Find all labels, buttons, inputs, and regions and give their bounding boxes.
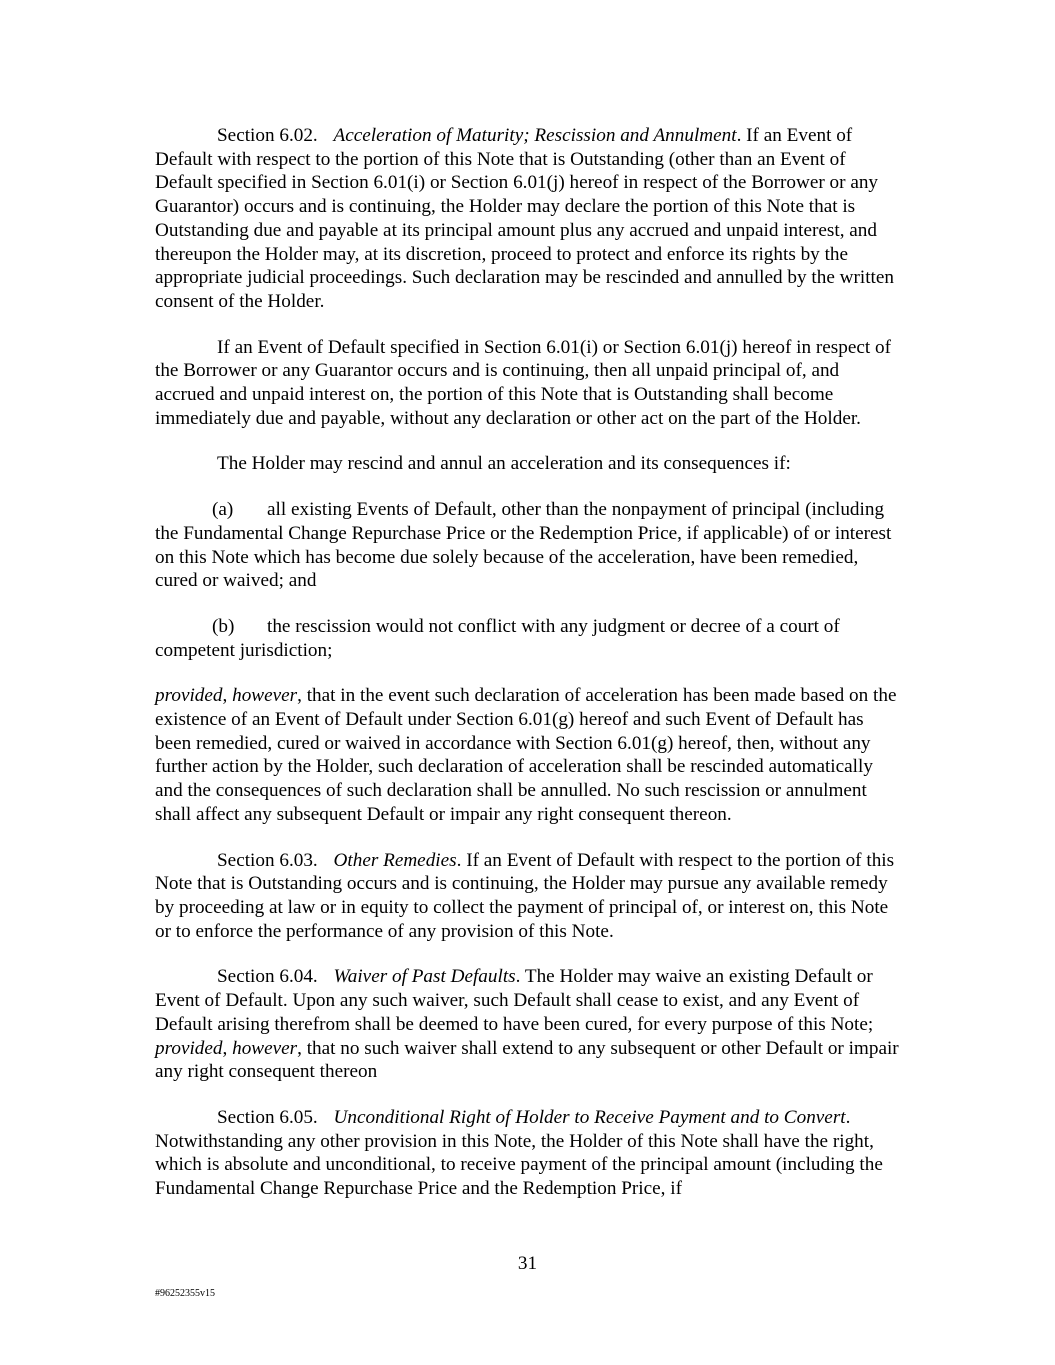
- proviso-paragraph: [155, 684, 901, 826]
- page-number: 31: [517, 1253, 538, 1274]
- proviso-text: , that in the event such declaration of acceleration has been made based on the existence of an Event of Default under Section 6.01(g) hereof and such Event of Default has been remedied, cured or waived in accordance with Section 6.01(g) hereof, then, without any further action by the Holder, such declaration of acceleration shall be rescinded automatically and the consequences of such declaration shall be annulled. No such rescission or annulment shall affect any subsequent Default or impair any right consequent thereon.: [155, 685, 897, 825]
- section-title: Other Remedies: [333, 849, 457, 871]
- list-item-text: all existing Events of Default, other than the nonpayment of principal (including the Fundamental Change Repurchase Price or the Redemption Price, if applicable) of or interest on this Note which has become due solely because of the acceleration, have been remedied, cured or waived; and: [155, 499, 892, 592]
- proviso-word-provided: provided: [155, 1037, 223, 1059]
- section-text-continued: , that no such waiver shall extend to any subsequent or other Default or impair any right consequent thereon: [155, 1037, 899, 1083]
- list-item: [155, 498, 901, 593]
- section-title: Waiver of Past Defaults: [333, 966, 516, 988]
- paragraph-automatic-acceleration: If an Event of Default specified in Section 6.01(i) or Section 6.01(j) hereof in respect of the Borrower or any Guarantor occurs and is continuing, then all unpaid principal of, and accrued and unpaid interest on, the portion of this Note that is Outstanding shall become immediately due and payable, without any declaration or other act on the part of the Holder.: [155, 336, 891, 429]
- section-title: Acceleration of Maturity; Rescission and Annulment: [333, 125, 737, 146]
- proviso-word-however: however: [232, 685, 298, 707]
- section-6-03: [155, 849, 901, 944]
- proviso-separator: ,: [222, 1037, 233, 1059]
- list-item-marker: (b): [212, 615, 235, 637]
- section-6-04: [155, 965, 901, 1084]
- list-item-marker: (a): [212, 499, 234, 521]
- section-text: . The Holder may waive an existing Default or Event of Default. Upon any such waiver, such Default shall cease to exist, and any Event of Default arising therefrom shall be deemed to have been cured, for every purpose of this Note;: [155, 966, 874, 1035]
- document-id: #96252355v15: [155, 1288, 215, 1299]
- section-6-02: [155, 124, 901, 314]
- section-number: Section 6.04.: [217, 966, 318, 988]
- section-title: Unconditional Right of Holder to Receive Payment and to Convert: [333, 1106, 846, 1128]
- paragraph-rescission-intro: The Holder may rescind and annul an acceleration and its consequences if:: [217, 453, 791, 475]
- section-text: . Notwithstanding any other provision in this Note, the Holder of this Note shall have the right, which is absolute and unconditional, to receive payment of the principal amount (including the Fundamental Change Repurchase Price and the Redemption Price, if: [155, 1106, 883, 1200]
- section-number: Section 6.03.: [217, 849, 318, 871]
- document-body: [155, 124, 901, 1223]
- proviso-word-however: however: [232, 1037, 298, 1059]
- proviso-word-provided: provided: [155, 685, 223, 707]
- section-6-05: [155, 1106, 901, 1201]
- section-text: . If an Event of Default with respect to the portion of this Note that is Outstanding (other than an Event of Default specified in Section 6.01(i) or Section 6.01(j) hereof in respect of the Borrower or any Guarantor) occurs and is continuing, the Holder may declare the portion of this Note that is Outstanding due and payable at its principal amount plus any accrued and unpaid interest, and thereupon the Holder may, at its discretion, proceed to protect and enforce its rights by the appropriate judicial proceedings. Such declaration may be rescinded and annulled by the written consent of the Holder.: [155, 125, 894, 312]
- list-item: [155, 615, 901, 662]
- section-number: Section 6.05.: [217, 1106, 318, 1128]
- section-text: . If an Event of Default with respect to the portion of this Note that is Outstanding occurs and is continuing, the Holder may pursue any available remedy by proceeding at law or in equity to collect the payment of principal of, or interest on, this Note or to enforce the performance of any provision of this Note.: [155, 849, 895, 942]
- section-number: Section 6.02.: [217, 125, 318, 146]
- list-item-text: the rescission would not conflict with any judgment or decree of a court of competent jurisdiction;: [155, 615, 840, 661]
- proviso-separator: ,: [222, 685, 233, 707]
